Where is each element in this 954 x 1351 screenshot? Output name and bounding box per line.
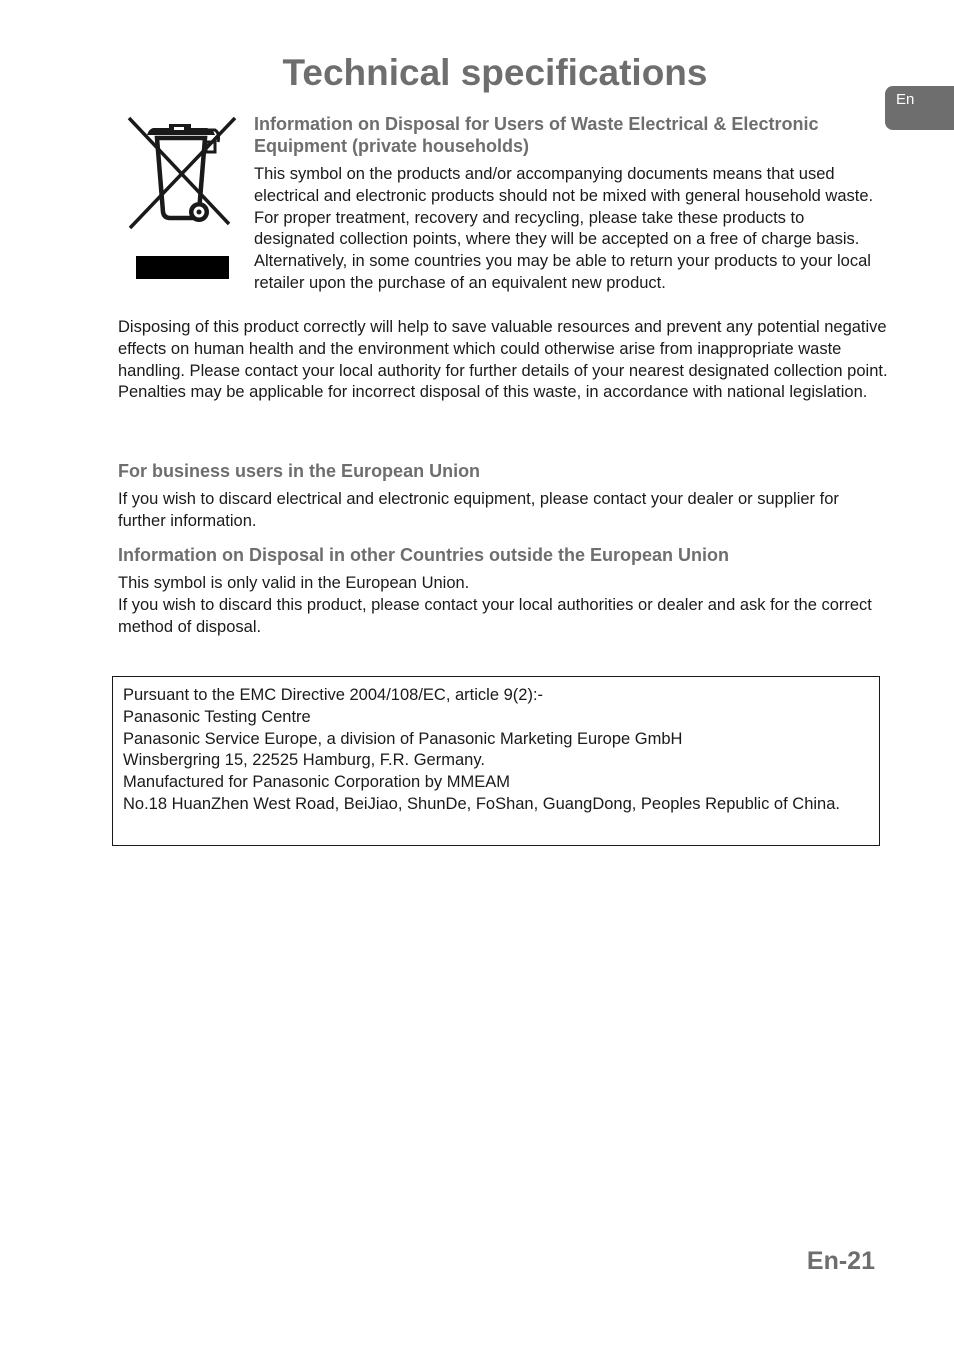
paragraph: If you wish to discard this product, please contact your local authorities or dealer and ask for the correct method of disposal. (118, 595, 872, 636)
emc-line: Panasonic Service Europe, a division of Panasonic Marketing Europe GmbH (123, 729, 683, 748)
paragraph: Penalties may be applicable for incorrect disposal of this waste, in accordance with national legislation. (118, 383, 868, 402)
paragraph: Disposing of this product correctly will help to save valuable resources and prevent any potential negative effects on human health and the environment which could otherwise arise from inappropriate waste handling. Please contact your local authority for further details of your nearest designated collection point. (118, 318, 888, 380)
language-tab-label: En (896, 91, 915, 108)
paragraph: This symbol on the products and/or accompanying documents means that used electrical and electronic products should not be mixed with general household waste. (254, 165, 874, 205)
household-disposal-text-continued (118, 317, 888, 404)
language-tab (885, 86, 954, 130)
outside-eu-text (118, 573, 888, 638)
household-disposal-heading: Information on Disposal for Users of Waste Electrical & Electronic Equipment (private households) (254, 114, 819, 156)
emc-line: Winsbergring 15, 22525 Hamburg, F.R. Germany. (123, 751, 485, 770)
page-title: Technical specifications (282, 52, 708, 93)
emc-directive-box (112, 676, 880, 846)
emc-line: Manufactured for Panasonic Corporation by MMEAM (123, 773, 511, 792)
page-number: En-21 (806, 1247, 875, 1275)
business-users-heading: For business users in the European Union (118, 461, 481, 481)
paragraph: If you wish to discard electrical and electronic equipment, please contact your dealer or supplier for further information. (118, 490, 839, 530)
crossed-out-wheelie-bin-icon (125, 116, 237, 282)
paragraph: This symbol is only valid in the European Union. (118, 574, 470, 592)
outside-eu-heading: Information on Disposal in other Countries outside the European Union (118, 545, 730, 565)
business-users-text (118, 489, 888, 533)
emc-line: No.18 HuanZhen West Road, BeiJiao, ShunDe, FoShan, GuangDong, Peoples Republic of China. (123, 794, 840, 813)
emc-line: Pursuant to the EMC Directive 2004/108/EC, article 9(2):- (123, 686, 544, 704)
emc-line: Panasonic Testing Centre (123, 707, 311, 726)
household-disposal-text (254, 164, 884, 295)
paragraph: For proper treatment, recovery and recycling, please take these products to designated collection points, where they will be accepted on a free of charge basis. Alternatively, in some countries you may be able to return your products to your local retailer upon the purchase of an equivalent new product. (254, 208, 871, 292)
